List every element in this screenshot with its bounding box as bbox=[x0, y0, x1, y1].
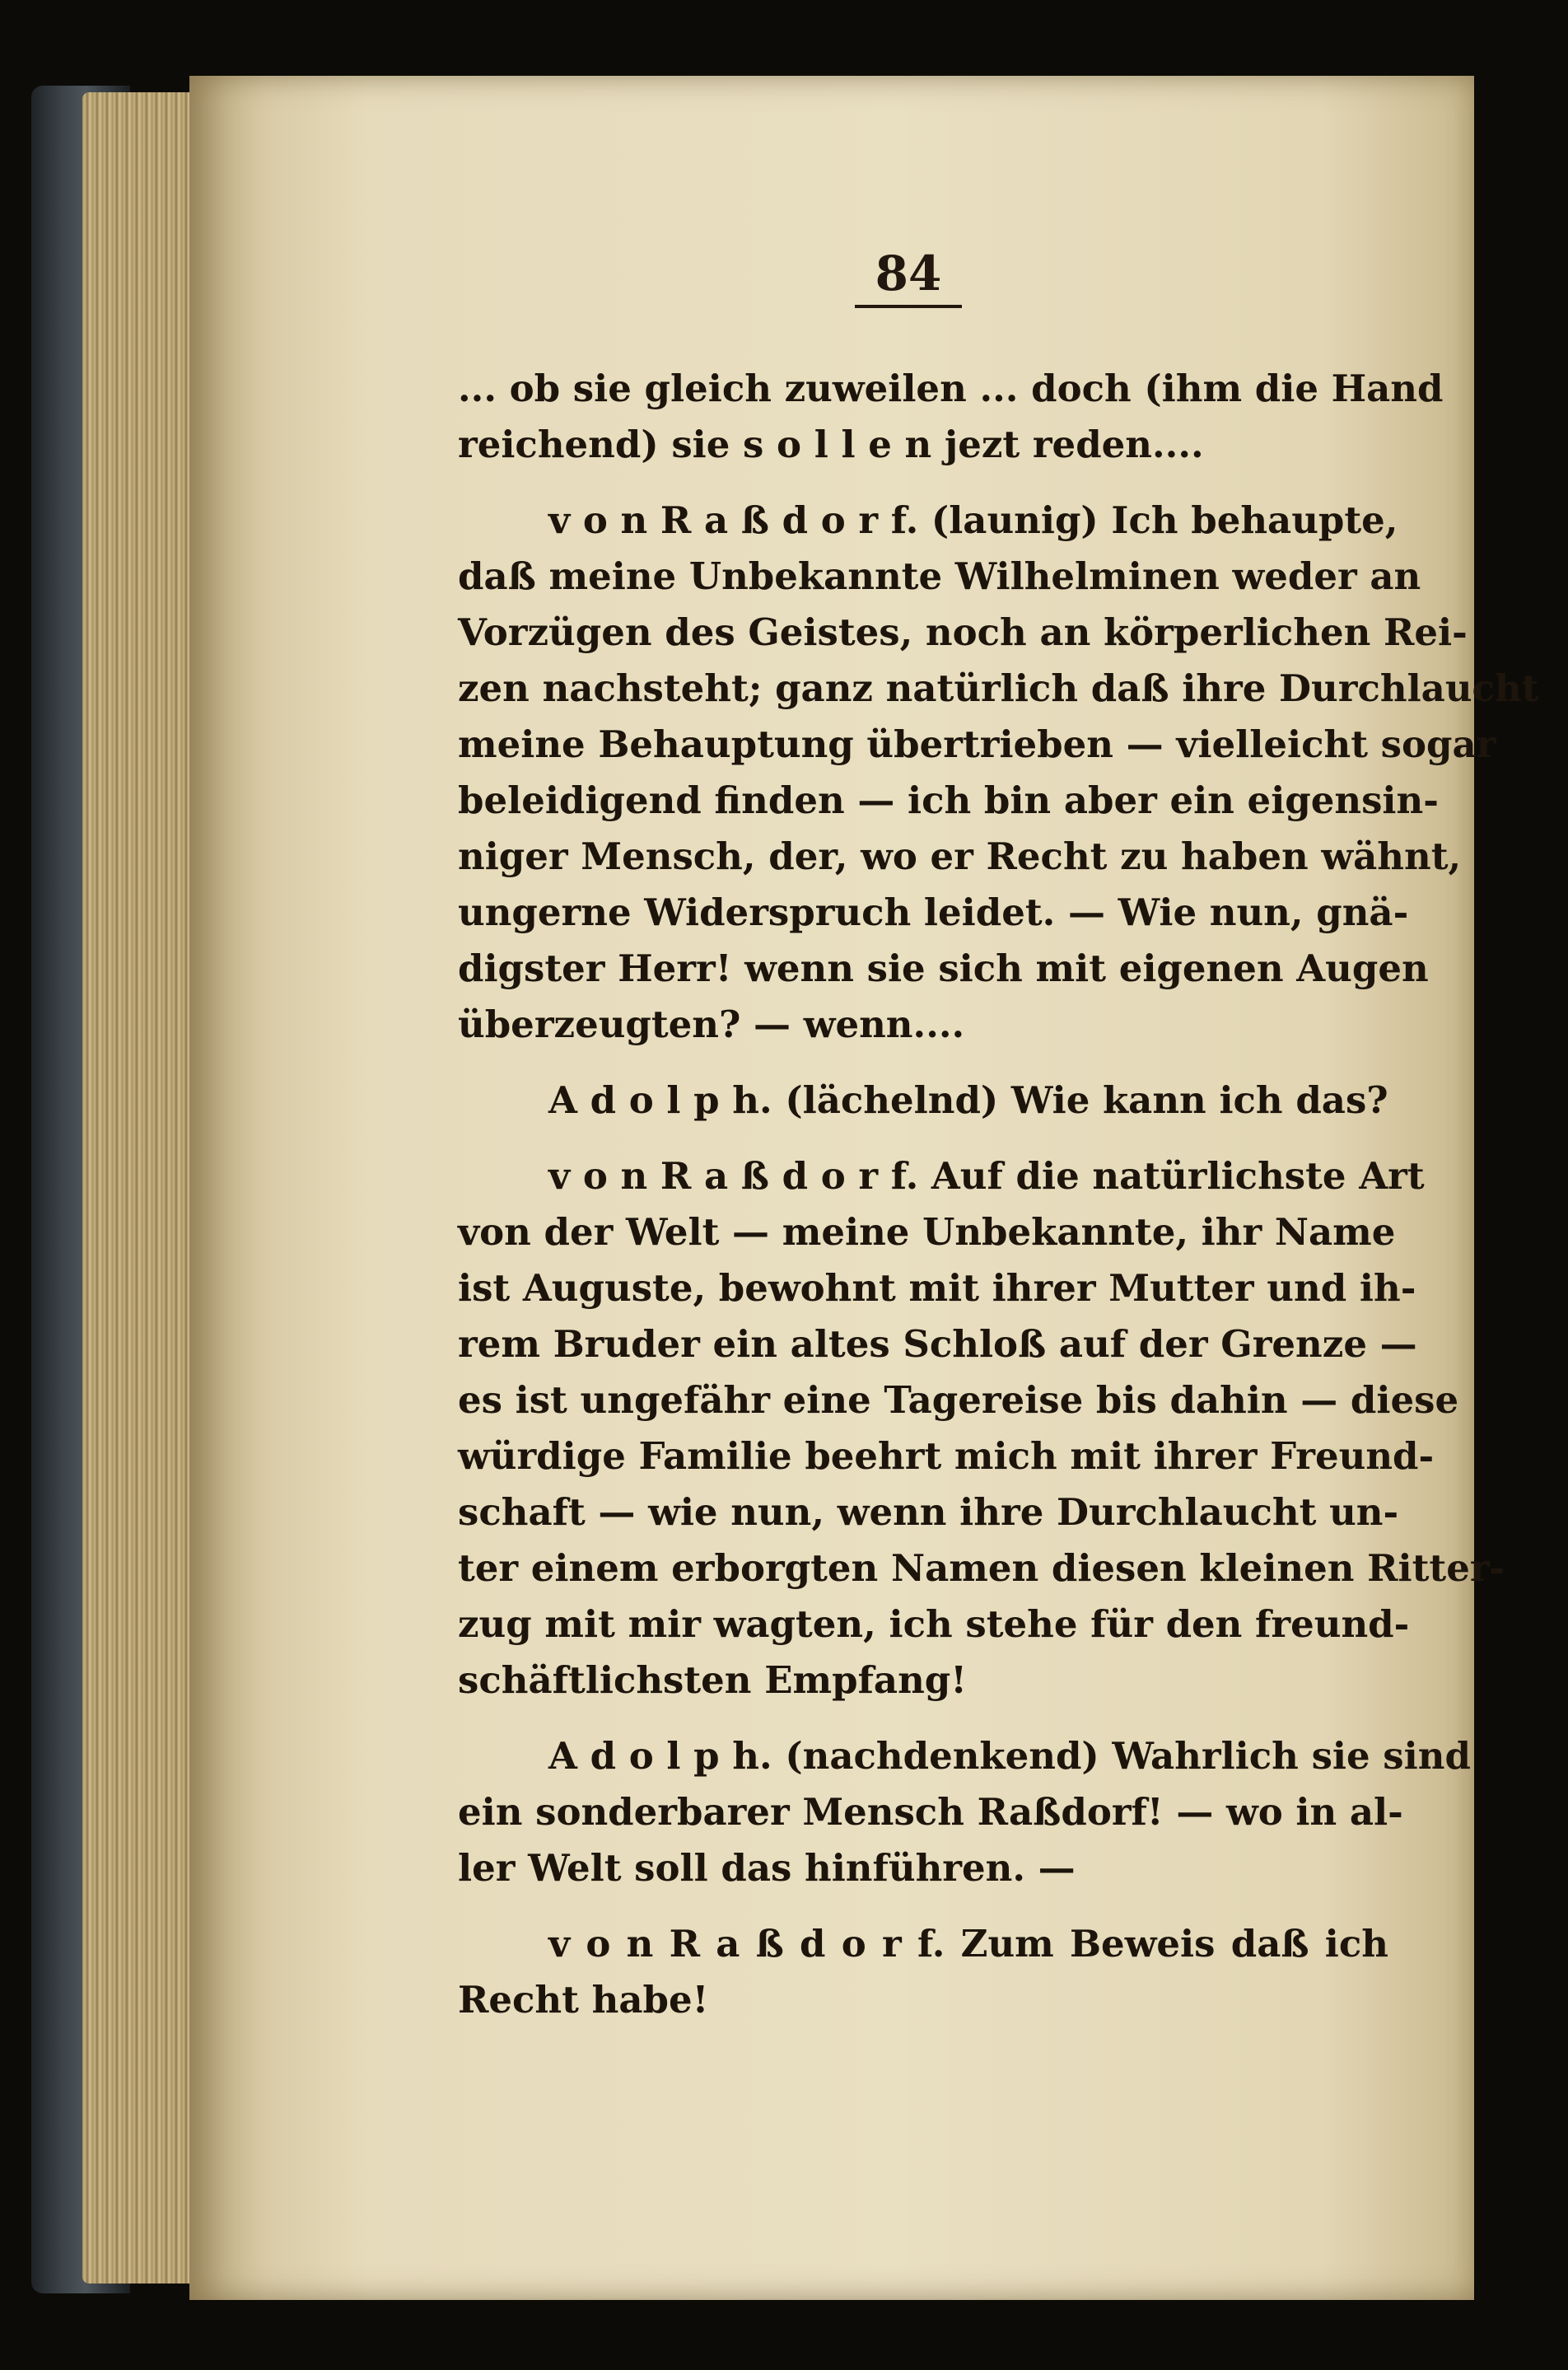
speaker-line: A d o l p h. (nachdenkend) Wahrlich sie sind bbox=[548, 1734, 1471, 1778]
text-line: daß meine Unbekannte Wilhelminen weder an bbox=[458, 554, 1421, 598]
text-line: Vorzügen des Geistes, noch an körperlichen Rei- bbox=[458, 610, 1468, 654]
speaker-line: v o n R a ß d o r f. (launig) Ich behaupte, bbox=[548, 498, 1398, 542]
text-line: meine Behauptung übertrieben — vielleicht sogar bbox=[458, 722, 1496, 766]
text-line: ter einem erborgten Namen diesen kleinen Ritter- bbox=[458, 1546, 1505, 1590]
text-line: ungerne Widerspruch leidet. — Wie nun, gnä- bbox=[458, 891, 1409, 934]
text-line: digster Herr! wenn sie sich mit eigenen Augen bbox=[458, 947, 1429, 990]
text-line: rem Bruder ein altes Schloß auf der Grenze — bbox=[458, 1322, 1417, 1366]
text-line: ein sonderbarer Mensch Raßdorf! — wo in al- bbox=[458, 1790, 1403, 1834]
text-line: beleidigend finden — ich bin aber ein eigensin- bbox=[458, 778, 1439, 822]
text-line: Recht habe! bbox=[458, 1978, 709, 2022]
text-line: schäftlichsten Empfang! bbox=[458, 1658, 968, 1702]
text-line: ist Auguste, bewohnt mit ihrer Mutter und ih- bbox=[458, 1266, 1416, 1310]
text-line: reichend) sie s o l l e n jezt reden.... bbox=[458, 423, 1204, 466]
text-line: ler Welt soll das hinführen. — bbox=[458, 1846, 1076, 1890]
text-line: ... ob sie gleich zuweilen ... doch (ihm die Hand bbox=[458, 367, 1444, 410]
text-line: schaft — wie nun, wenn ihre Durchlaucht un- bbox=[458, 1490, 1399, 1534]
text-line: überzeugten? — wenn.... bbox=[458, 1003, 965, 1046]
speaker-line: v o n R a ß d o r f. Zum Beweis daß ich bbox=[548, 1922, 1388, 1966]
text-line: von der Welt — meine Unbekannte, ihr Name bbox=[458, 1210, 1396, 1254]
page-text bbox=[458, 361, 1539, 2028]
speaker-line: v o n R a ß d o r f. Auf die natürlichste Art bbox=[548, 1154, 1425, 1198]
speaker-line: A d o l p h. (lächelnd) Wie kann ich das? bbox=[548, 1078, 1388, 1122]
text-line: niger Mensch, der, wo er Recht zu haben wähnt, bbox=[458, 834, 1462, 878]
page-number: 84 bbox=[855, 247, 962, 308]
text-line: würdige Familie beehrt mich mit ihrer Freund- bbox=[458, 1434, 1435, 1478]
text-line: es ist ungefähr eine Tagereise bis dahin — diese bbox=[458, 1378, 1459, 1422]
text-line: zen nachsteht; ganz natürlich daß ihre Durchlaucht bbox=[458, 666, 1539, 710]
text-line: zug mit mir wagten, ich stehe für den freund- bbox=[458, 1602, 1410, 1646]
